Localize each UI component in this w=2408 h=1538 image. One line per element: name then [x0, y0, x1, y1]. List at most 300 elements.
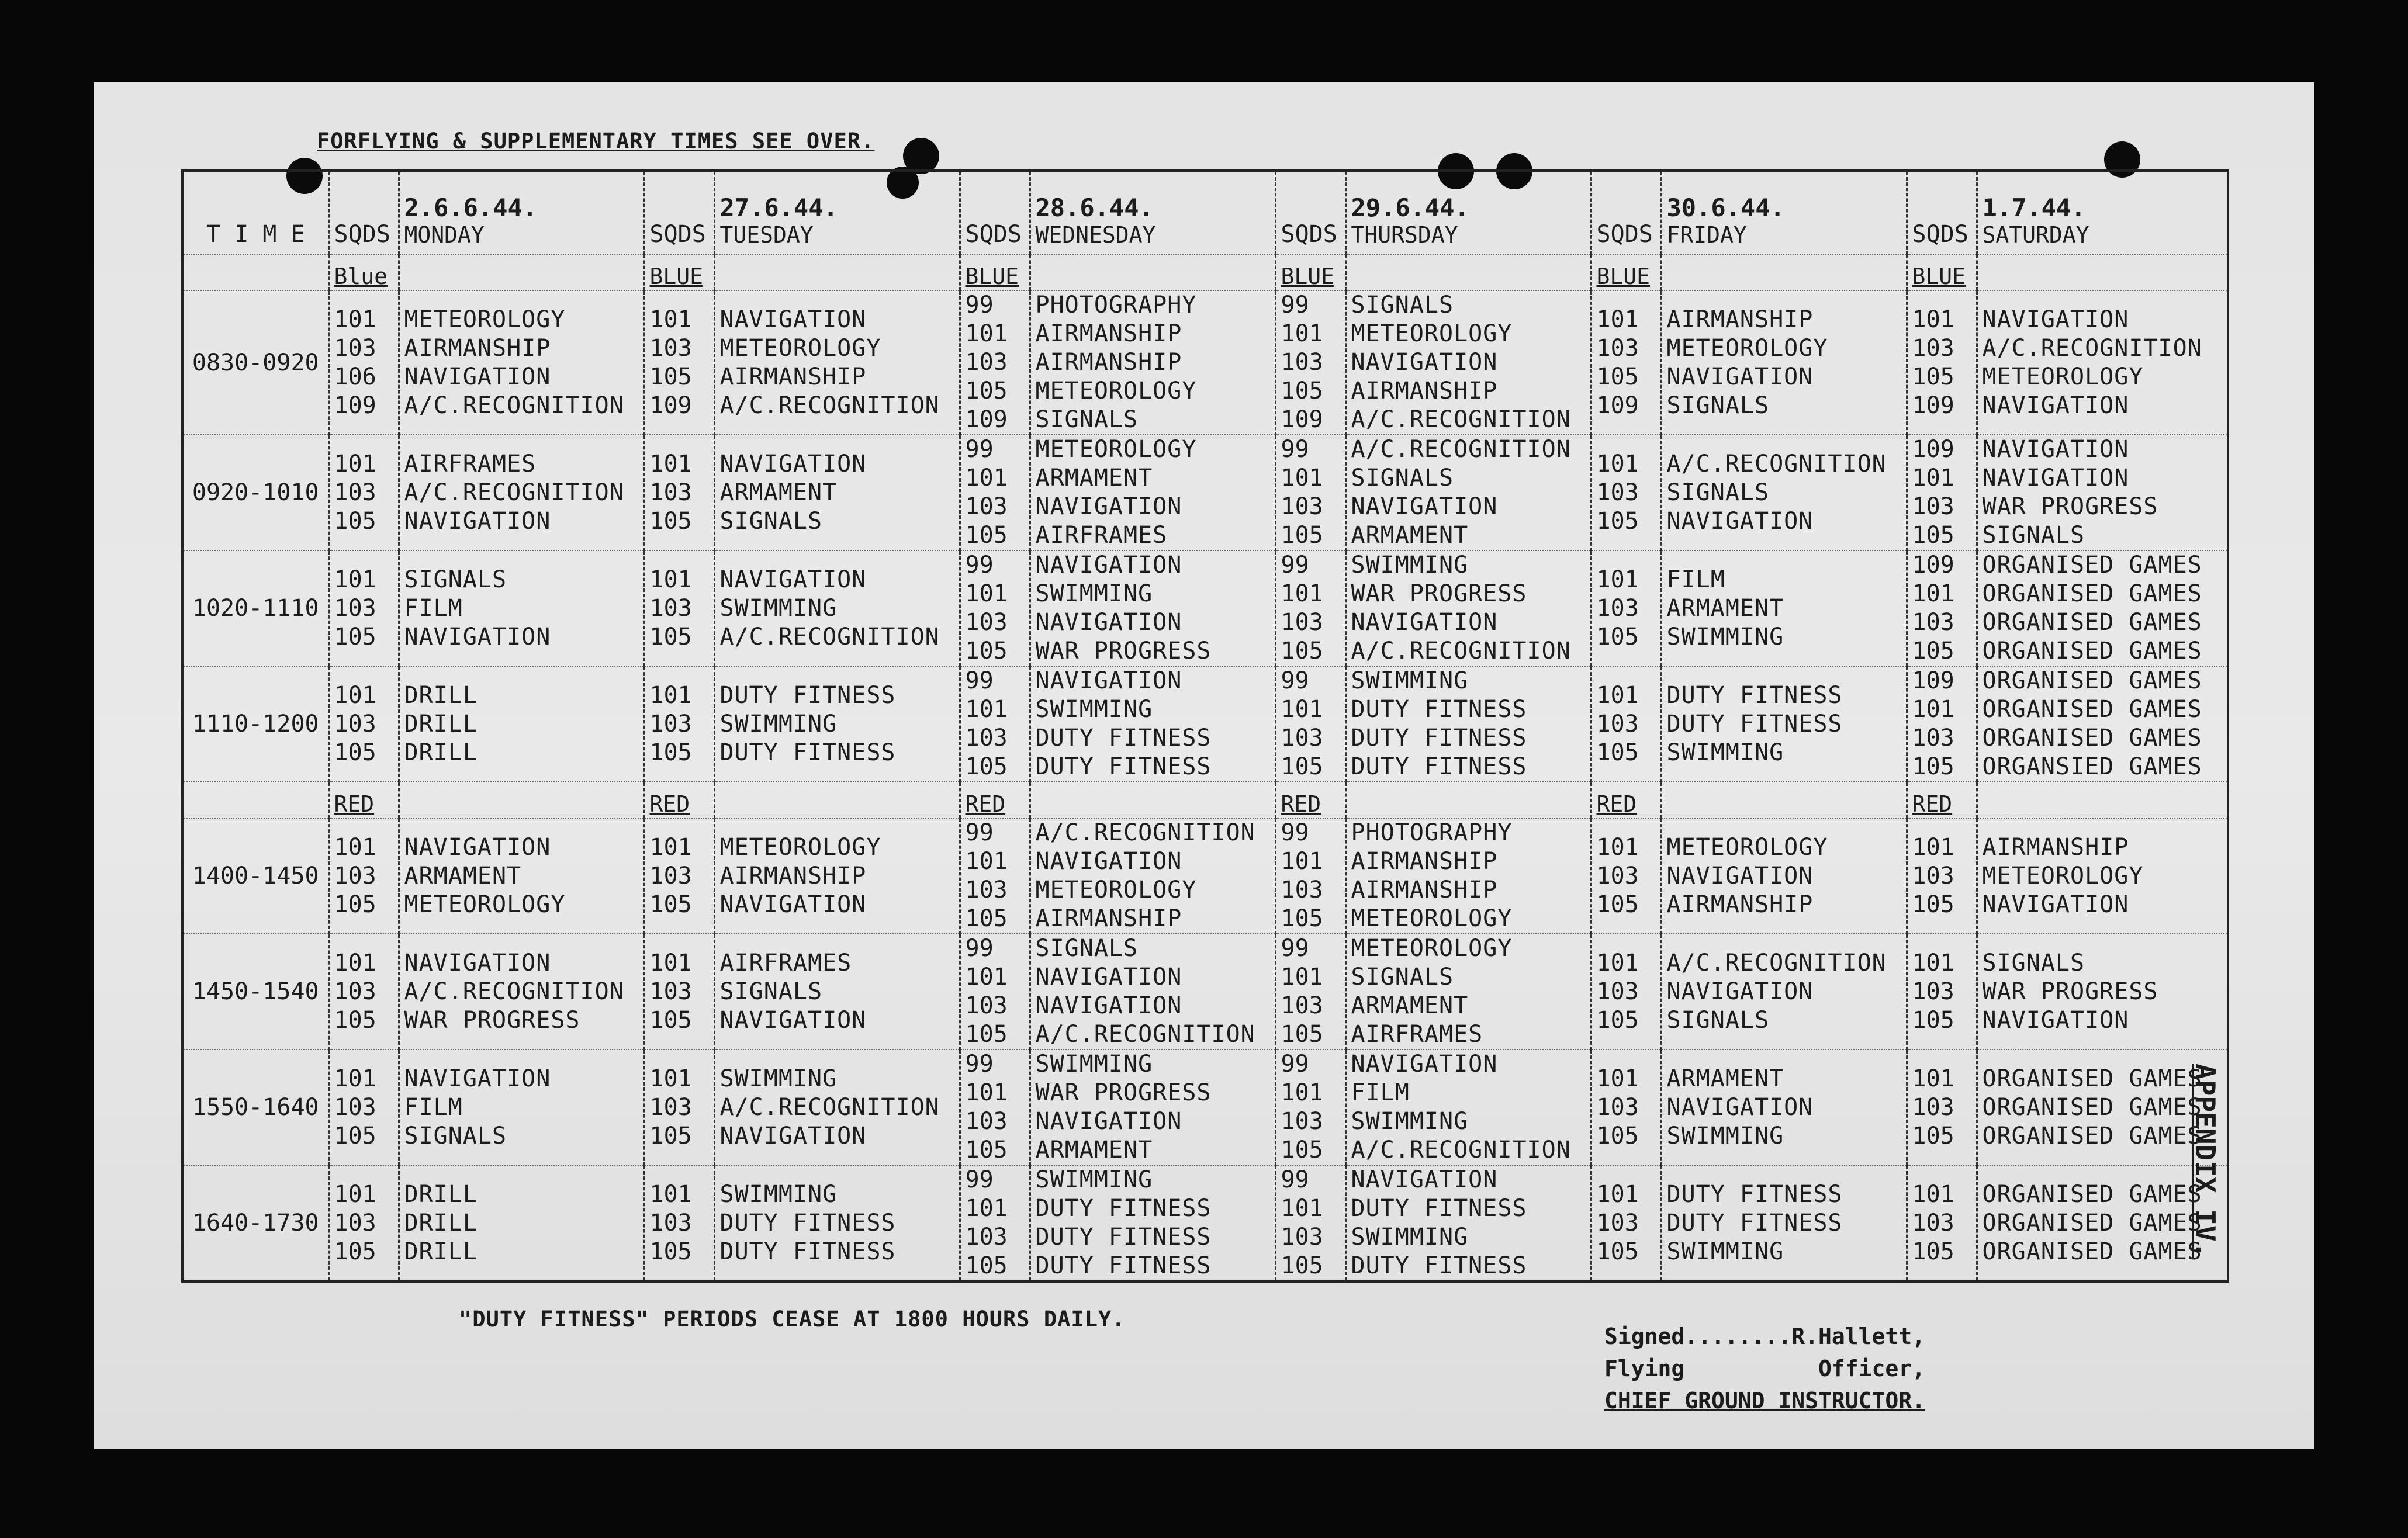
subject-name: NAVIGATION — [404, 1065, 551, 1092]
squadron-number: 101 — [334, 1180, 376, 1208]
subject-name: A/C.RECOGNITION — [1666, 450, 1887, 477]
day-header — [1030, 171, 1275, 254]
squadron-list — [1591, 1049, 1661, 1165]
squadron-number: 103 — [334, 334, 376, 362]
squadron-number: 105 — [1281, 522, 1323, 549]
subject-name: ORGANISED GAMES — [1982, 696, 2202, 723]
squadron-number: 103 — [1281, 609, 1323, 636]
squadron-number: 99 — [965, 292, 994, 318]
day-header — [1977, 171, 2228, 254]
squadron-number: 101 — [1281, 1195, 1323, 1222]
subject-name: NAVIGATION — [1666, 1093, 1814, 1121]
squadron-number: 103 — [1281, 349, 1323, 376]
squad-group-label: BLUE — [1912, 264, 1966, 289]
subject-name: DUTY FITNESS — [1035, 725, 1212, 751]
squadron-list — [1591, 934, 1661, 1049]
squadron-number: 103 — [1596, 1093, 1639, 1121]
squadron-number: 101 — [1596, 949, 1639, 976]
appendix-label: APPENDIX IV. — [2189, 1064, 2221, 1258]
subject-name: SIGNALS — [1666, 1006, 1770, 1034]
subject-name: SWIMMING — [1035, 696, 1153, 723]
squadron-number: 101 — [1596, 450, 1639, 477]
subject-name: AIRMANSHIP — [1666, 891, 1814, 918]
subject-name: AIRMANSHIP — [1035, 320, 1182, 347]
day-header — [1345, 171, 1591, 254]
subject-name: NAVIGATION — [719, 450, 867, 477]
day-name: SATURDAY — [1982, 222, 2089, 248]
squadron-number: 101 — [965, 465, 1008, 491]
time-cell-empty — [182, 254, 328, 290]
squadron-number: 99 — [965, 436, 994, 463]
subject-name: A/C.RECOGNITION — [719, 392, 940, 419]
subject-list — [1977, 435, 2228, 550]
squadron-list — [644, 934, 714, 1049]
subject-name: AIRMANSHIP — [1982, 833, 2129, 861]
squadron-number: 105 — [649, 507, 692, 535]
subject-name: NAVIGATION — [1035, 552, 1182, 579]
subject-name: DRILL — [404, 1238, 478, 1265]
subject-list — [1030, 934, 1275, 1049]
subject-name: A/C.RECOGNITION — [1351, 638, 1571, 664]
squadron-list — [328, 666, 399, 782]
subject-name: PHOTOGRAPHY — [1035, 292, 1197, 318]
subject-list — [1030, 550, 1275, 666]
squadron-number: 105 — [1596, 1122, 1639, 1149]
squadron-number: 101 — [334, 1065, 376, 1092]
squadron-list — [1275, 934, 1345, 1049]
day-date: 29.6.44. — [1351, 193, 1469, 222]
squadron-number: 105 — [334, 507, 376, 535]
subject-name: DUTY FITNESS — [1351, 753, 1527, 780]
subject-name: METEOROLOGY — [1982, 862, 2144, 889]
squadron-number: 103 — [1596, 334, 1639, 362]
subject-name: AIRMANSHIP — [1351, 377, 1498, 404]
subject-list — [399, 666, 644, 782]
subject-name: AIRMANSHIP — [719, 363, 867, 390]
squadron-list — [1907, 666, 1977, 782]
subject-name: DRILL — [404, 710, 478, 737]
subject-list — [1345, 435, 1591, 550]
squadron-number: 103 — [1912, 1093, 1954, 1121]
subject-name: WAR PROGRESS — [1982, 978, 2158, 1005]
subject-name: DUTY FITNESS — [1666, 710, 1843, 737]
squadron-number: 99 — [965, 935, 994, 962]
squad-group-label: BLUE — [1281, 264, 1335, 289]
squadron-list — [960, 818, 1030, 934]
squadron-number: 105 — [334, 1238, 376, 1265]
title-line: CHIEF GROUND INSTRUCTOR. — [1604, 1388, 1926, 1414]
subject-name: NAVIGATION — [1035, 609, 1182, 636]
subject-list — [1661, 666, 1907, 782]
squadron-list — [328, 435, 399, 550]
squadron-number: 103 — [1912, 609, 1954, 636]
squadron-list — [644, 550, 714, 666]
subject-name: ORGANISED GAMES — [1982, 552, 2202, 579]
subject-name: AIRMANSHIP — [1351, 848, 1498, 875]
squadron-number: 101 — [965, 1195, 1008, 1222]
squadron-number: 99 — [965, 667, 994, 694]
subject-name: SWIMMING — [1035, 1051, 1153, 1078]
subject-list — [1345, 1165, 1591, 1281]
subject-name: SWIMMING — [719, 1180, 838, 1208]
subject-name: ORGANISED GAMES — [1982, 1209, 2202, 1236]
group-spacer — [1977, 254, 2228, 290]
group-cell — [1591, 254, 1661, 290]
footer-note: "DUTY FITNESS" PERIODS CEASE AT 1800 HOURS DAILY. — [459, 1307, 1126, 1332]
subject-name: PHOTOGRAPHY — [1351, 819, 1513, 846]
squadron-number: 101 — [965, 848, 1008, 875]
subject-name: WAR PROGRESS — [404, 1006, 580, 1034]
group-cell — [644, 254, 714, 290]
squadron-list — [1275, 1049, 1345, 1165]
subject-name: ORGANISED GAMES — [1982, 580, 2202, 607]
squadron-number: 105 — [334, 739, 376, 766]
squadron-number: 101 — [649, 450, 692, 477]
squadron-number: 101 — [1596, 566, 1639, 593]
squadron-number: 99 — [1281, 436, 1309, 463]
subject-name: SIGNALS — [1666, 479, 1770, 506]
squadron-list — [1907, 1165, 1977, 1281]
squadron-number: 101 — [649, 566, 692, 593]
subject-name: DRILL — [404, 1180, 478, 1208]
subject-name: METEOROLOGY — [1351, 905, 1513, 932]
squadron-number: 103 — [649, 710, 692, 737]
squadron-number: 101 — [1596, 1065, 1639, 1092]
squadron-number: 103 — [649, 1093, 692, 1121]
subject-name: SWIMMING — [719, 594, 838, 622]
subject-name: AIRMANSHIP — [1666, 306, 1814, 333]
squadron-number: 103 — [965, 877, 1008, 903]
subject-name: NAVIGATION — [1982, 1006, 2129, 1034]
subject-name: A/C.RECOGNITION — [1351, 1137, 1571, 1163]
subject-name: FILM — [404, 594, 463, 622]
squadron-number: 103 — [1596, 710, 1639, 737]
subject-name: ORGANISED GAMES — [1982, 638, 2202, 664]
subject-name: NAVIGATION — [1666, 507, 1814, 535]
subject-name: ORGANISED GAMES — [1982, 1065, 2202, 1092]
subject-name: FILM — [1666, 566, 1725, 593]
subject-list — [714, 290, 960, 435]
squadron-number: 99 — [965, 1051, 994, 1078]
squadron-list — [960, 1165, 1030, 1281]
subject-name: NAVIGATION — [1351, 349, 1498, 376]
squadron-number: 101 — [649, 1065, 692, 1092]
squadron-number: 105 — [649, 891, 692, 918]
subject-name: METEOROLOGY — [1351, 935, 1513, 962]
squadron-number: 101 — [965, 320, 1008, 347]
squadron-number: 105 — [649, 363, 692, 390]
subject-name: WAR PROGRESS — [1035, 1079, 1212, 1106]
header-row — [182, 171, 2228, 254]
time-slot: 1020-1110 — [182, 550, 328, 666]
subject-name: ORGANISED GAMES — [1982, 1180, 2202, 1208]
squadron-number: 99 — [965, 1166, 994, 1193]
squadron-number: 103 — [334, 479, 376, 506]
signed-line: Signed........R.Hallett, — [1604, 1324, 1926, 1349]
squad-group-label: RED — [649, 791, 690, 817]
squadron-list — [644, 1165, 714, 1281]
squadron-list — [960, 550, 1030, 666]
time-slot: 0920-1010 — [182, 435, 328, 550]
subject-name: METEOROLOGY — [1035, 436, 1197, 463]
subject-name: A/C.RECOGNITION — [404, 392, 624, 419]
squadron-number: 99 — [1281, 292, 1309, 318]
timetable-body — [182, 254, 2228, 1281]
subject-list — [1030, 290, 1275, 435]
squadron-number: 103 — [649, 479, 692, 506]
timetable-row — [182, 934, 2228, 1049]
squadron-number: 105 — [649, 1122, 692, 1149]
group-label-row — [182, 782, 2228, 818]
squadron-number: 105 — [1596, 891, 1639, 918]
sqds-header: SQDS — [960, 171, 1030, 254]
subject-name: NAVIGATION — [1351, 493, 1498, 520]
squadron-number: 109 — [334, 392, 376, 419]
group-spacer — [1661, 254, 1907, 290]
squadron-number: 103 — [334, 1093, 376, 1121]
rank-line: Flying Officer, — [1604, 1356, 1926, 1381]
group-spacer — [1345, 254, 1591, 290]
subject-name: NAVIGATION — [1351, 1166, 1498, 1193]
subject-name: SIGNALS — [404, 566, 507, 593]
squadron-number: 101 — [965, 696, 1008, 723]
squadron-list — [960, 290, 1030, 435]
squadron-number: 103 — [1596, 594, 1639, 622]
squadron-number: 103 — [965, 725, 1008, 751]
squadron-list — [328, 290, 399, 435]
squad-group-label: Blue — [334, 264, 388, 289]
squadron-number: 103 — [965, 609, 1008, 636]
subject-name: A/C.RECOGNITION — [719, 623, 940, 650]
squadron-number: 105 — [1912, 1238, 1954, 1265]
squadron-number: 105 — [1596, 623, 1639, 650]
squadron-number: 101 — [334, 566, 376, 593]
sqds-header: SQDS — [1275, 171, 1345, 254]
subject-list — [1030, 818, 1275, 934]
subject-name: FILM — [1351, 1079, 1410, 1106]
subject-name: NAVIGATION — [719, 891, 867, 918]
subject-name: DUTY FITNESS — [1035, 1195, 1212, 1222]
subject-list — [399, 818, 644, 934]
squadron-number: 105 — [1281, 753, 1323, 780]
subject-name: AIRFRAMES — [1351, 1021, 1483, 1048]
squadron-list — [328, 818, 399, 934]
subject-name: NAVIGATION — [1035, 848, 1182, 875]
subject-name: AIRMANSHIP — [719, 862, 867, 889]
squadron-number: 103 — [965, 349, 1008, 376]
subject-list — [1030, 1165, 1275, 1281]
subject-list — [399, 1049, 644, 1165]
subject-name: SWIMMING — [1351, 1108, 1469, 1135]
squadron-number: 101 — [1281, 320, 1323, 347]
time-slot: 1450-1540 — [182, 934, 328, 1049]
subject-name: WAR PROGRESS — [1351, 580, 1527, 607]
timetable-row — [182, 1165, 2228, 1281]
subject-name: A/C.RECOGNITION — [1982, 334, 2202, 362]
subject-list — [714, 435, 960, 550]
squadron-number: 101 — [334, 833, 376, 861]
subject-list — [399, 290, 644, 435]
subject-list — [1661, 1165, 1907, 1281]
subject-name: ARMAMENT — [404, 862, 522, 889]
subject-name: SWIMMING — [719, 710, 838, 737]
subject-name: NAVIGATION — [719, 306, 867, 333]
squad-group-label: RED — [965, 791, 1006, 817]
subject-list — [399, 1165, 644, 1281]
subject-name: METEOROLOGY — [1982, 363, 2144, 390]
squad-group-label: BLUE — [1596, 264, 1651, 289]
squadron-number: 105 — [649, 1006, 692, 1034]
squadron-list — [328, 934, 399, 1049]
sqds-header: SQDS — [328, 171, 399, 254]
squadron-number: 105 — [334, 1122, 376, 1149]
squadron-number: 101 — [1281, 964, 1323, 990]
subject-name: SIGNALS — [1035, 935, 1139, 962]
subject-name: DUTY FITNESS — [1666, 681, 1843, 709]
squadron-list — [1907, 818, 1977, 934]
squadron-number: 101 — [965, 580, 1008, 607]
subject-name: METEOROLOGY — [1666, 334, 1828, 362]
squadron-number: 103 — [334, 594, 376, 622]
squadron-number: 105 — [1912, 522, 1954, 549]
subject-name: NAVIGATION — [404, 623, 551, 650]
subject-name: NAVIGATION — [1351, 1051, 1498, 1078]
subject-name: SIGNALS — [719, 507, 823, 535]
day-header — [399, 171, 644, 254]
subject-name: ORGANISED GAMES — [1982, 1238, 2202, 1265]
subject-name: NAVIGATION — [719, 1122, 867, 1149]
squadron-number: 105 — [1281, 377, 1323, 404]
subject-name: SIGNALS — [1035, 406, 1139, 433]
sqds-header: SQDS — [1591, 171, 1661, 254]
squadron-number: 105 — [1596, 507, 1639, 535]
squadron-number: 103 — [1912, 725, 1954, 751]
squadron-number: 103 — [1281, 725, 1323, 751]
subject-name: NAVIGATION — [1666, 978, 1814, 1005]
squadron-number: 101 — [649, 833, 692, 861]
squadron-number: 103 — [649, 1209, 692, 1236]
subject-list — [399, 435, 644, 550]
squadron-number: 105 — [1912, 638, 1954, 664]
squadron-number: 105 — [334, 1006, 376, 1034]
day-name: THURSDAY — [1351, 222, 1458, 248]
squadron-list — [960, 934, 1030, 1049]
squadron-number: 103 — [334, 1209, 376, 1236]
subject-name: ARMAMENT — [1035, 465, 1153, 491]
day-name: TUESDAY — [719, 222, 814, 248]
subject-list — [1977, 818, 2228, 934]
subject-name: AIRFRAMES — [719, 949, 852, 976]
group-label-row — [182, 254, 2228, 290]
day-date: 27.6.44. — [719, 193, 838, 222]
squadron-number: 101 — [965, 1079, 1008, 1106]
squadron-number: 99 — [1281, 935, 1309, 962]
subject-name: SIGNALS — [1351, 465, 1454, 491]
subject-name: METEOROLOGY — [404, 891, 566, 918]
subject-name: SWIMMING — [1666, 623, 1784, 650]
squadron-number: 105 — [1596, 1006, 1639, 1034]
subject-name: ARMAMENT — [1035, 1137, 1153, 1163]
subject-name: ORGANISED GAMES — [1982, 1093, 2202, 1121]
subject-name: METEOROLOGY — [404, 306, 566, 333]
subject-list — [1345, 550, 1591, 666]
squadron-number: 101 — [1912, 1180, 1954, 1208]
subject-list — [1030, 666, 1275, 782]
day-date: 1.7.44. — [1982, 193, 2086, 222]
squadron-number: 99 — [1281, 552, 1309, 579]
subject-name: METEOROLOGY — [1035, 377, 1197, 404]
squadron-list — [644, 290, 714, 435]
squadron-number: 101 — [1596, 833, 1639, 861]
group-spacer — [1661, 782, 1907, 818]
squadron-number: 106 — [334, 363, 376, 390]
squadron-number: 101 — [1596, 1180, 1639, 1208]
subject-name: NAVIGATION — [1982, 465, 2129, 491]
group-spacer — [1030, 254, 1275, 290]
subject-name: DUTY FITNESS — [1035, 1252, 1212, 1279]
squadron-list — [1275, 550, 1345, 666]
time-slot: 1400-1450 — [182, 818, 328, 934]
squadron-number: 101 — [649, 1180, 692, 1208]
subject-name: DUTY FITNESS — [719, 681, 896, 709]
squadron-number: 101 — [1596, 681, 1639, 709]
subject-list — [1661, 550, 1907, 666]
squadron-number: 105 — [965, 905, 1008, 932]
subject-name: SWIMMING — [1351, 1224, 1469, 1251]
subject-name: SWIMMING — [1351, 667, 1469, 694]
squadron-list — [1591, 550, 1661, 666]
squadron-list — [1907, 1049, 1977, 1165]
subject-name: SWIMMING — [1351, 552, 1469, 579]
group-cell — [960, 782, 1030, 818]
day-name: FRIDAY — [1666, 222, 1747, 248]
subject-name: NAVIGATION — [1035, 964, 1182, 990]
squadron-list — [644, 435, 714, 550]
time-slot: 0830-0920 — [182, 290, 328, 435]
subject-name: SIGNALS — [1982, 522, 2085, 549]
squadron-number: 103 — [1281, 1108, 1323, 1135]
group-spacer — [399, 782, 644, 818]
subject-name: AIRMANSHIP — [1035, 349, 1182, 376]
subject-name: SIGNALS — [404, 1122, 507, 1149]
squadron-list — [1591, 435, 1661, 550]
squadron-number: 105 — [1912, 363, 1954, 390]
squadron-list — [1275, 290, 1345, 435]
subject-name: A/C.RECOGNITION — [719, 1093, 940, 1121]
squadron-number: 101 — [334, 681, 376, 709]
subject-name: A/C.RECOGNITION — [1666, 949, 1887, 976]
squadron-number: 99 — [965, 552, 994, 579]
squadron-number: 105 — [1596, 739, 1639, 766]
subject-name: SIGNALS — [1351, 964, 1454, 990]
squadron-number: 103 — [1596, 862, 1639, 889]
subject-name: DUTY FITNESS — [719, 739, 896, 766]
squadron-number: 105 — [965, 1021, 1008, 1048]
subject-name: METEOROLOGY — [1666, 833, 1828, 861]
subject-list — [714, 934, 960, 1049]
subject-name: NAVIGATION — [1982, 436, 2129, 463]
subject-name: NAVIGATION — [1351, 609, 1498, 636]
squadron-list — [960, 435, 1030, 550]
squadron-list — [644, 1049, 714, 1165]
squadron-list — [1275, 666, 1345, 782]
subject-name: AIRMANSHIP — [404, 334, 551, 362]
subject-name: ORGANISED GAMES — [1982, 725, 2202, 751]
squadron-number: 103 — [1912, 334, 1954, 362]
squadron-list — [1907, 934, 1977, 1049]
squadron-number: 103 — [965, 992, 1008, 1019]
squadron-list — [644, 818, 714, 934]
